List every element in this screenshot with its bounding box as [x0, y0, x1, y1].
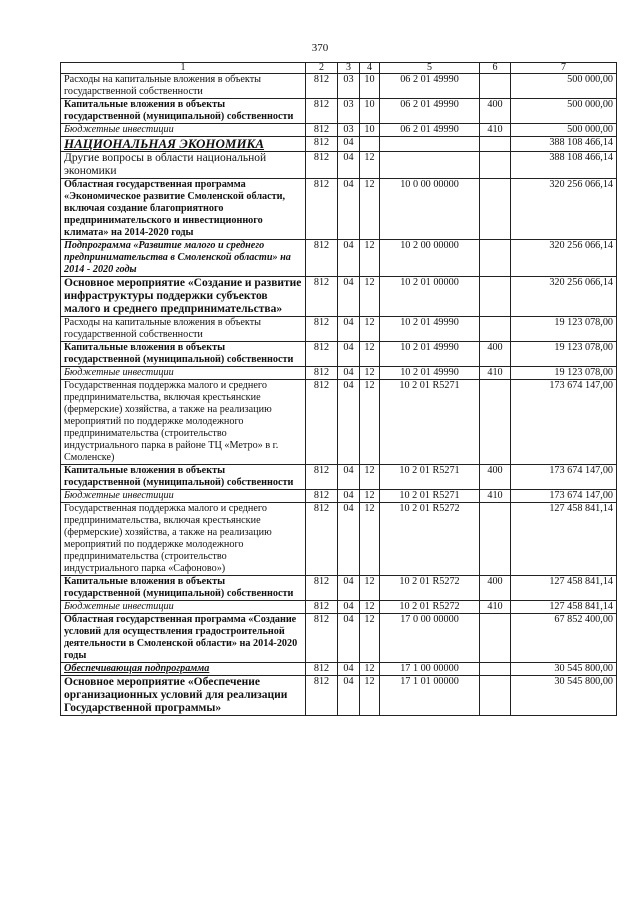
- row-name-cell: Основное мероприятие «Обеспечение организационных условий для реализации Государственной программы»: [61, 676, 306, 716]
- table-row: [61, 124, 617, 137]
- row-name-cell: Государственная поддержка малого и среднего предпринимательства, включая крестьянские (фермерские) хозяйства, а также на реализацию мероприятий по поддержке молодежного предпринимательства (строительство индустриального парка «Сафоново»): [61, 503, 306, 576]
- table-row: [61, 240, 617, 277]
- section-code-cell: 04: [338, 179, 360, 240]
- subsection-code-cell: 12: [360, 367, 380, 380]
- target-article-cell: 06 2 01 49990: [380, 99, 480, 124]
- section-code-cell: 04: [338, 380, 360, 465]
- ministry-code-cell: 812: [306, 99, 338, 124]
- amount-cell: 19 123 078,00: [511, 367, 617, 380]
- section-code-cell: 04: [338, 503, 360, 576]
- subsection-code-cell: 12: [360, 277, 380, 317]
- expense-type-cell: [480, 240, 511, 277]
- section-code-cell: 04: [338, 152, 360, 179]
- table-row: [61, 380, 617, 465]
- row-name-cell: Расходы на капитальные вложения в объекты государственной собственности: [61, 74, 306, 99]
- target-article-cell: 10 2 01 R5271: [380, 380, 480, 465]
- expense-type-cell: 400: [480, 99, 511, 124]
- subsection-code-cell: [360, 137, 380, 152]
- amount-cell: 67 852 400,00: [511, 614, 617, 663]
- section-code-cell: 04: [338, 342, 360, 367]
- table-row: [61, 676, 617, 716]
- target-article-cell: 10 2 01 R5272: [380, 576, 480, 601]
- section-code-cell: 03: [338, 99, 360, 124]
- row-name-cell: Капитальные вложения в объекты государственной (муниципальной) собственности: [61, 576, 306, 601]
- section-code-cell: 04: [338, 614, 360, 663]
- target-article-cell: 06 2 01 49990: [380, 124, 480, 137]
- target-article-cell: 17 1 00 00000: [380, 663, 480, 676]
- subsection-code-cell: 12: [360, 663, 380, 676]
- ministry-code-cell: 812: [306, 137, 338, 152]
- amount-cell: 173 674 147,00: [511, 465, 617, 490]
- section-code-cell: 04: [338, 676, 360, 716]
- amount-cell: 173 674 147,00: [511, 380, 617, 465]
- row-name-cell: Расходы на капитальные вложения в объекты государственной собственности: [61, 317, 306, 342]
- expense-type-cell: [480, 503, 511, 576]
- target-article-cell: 10 2 01 49990: [380, 317, 480, 342]
- table-row: [61, 576, 617, 601]
- expense-type-cell: 410: [480, 490, 511, 503]
- column-header: 7: [511, 63, 617, 74]
- ministry-code-cell: 812: [306, 601, 338, 614]
- table-body: [61, 74, 617, 716]
- column-header: 3: [338, 63, 360, 74]
- row-name-cell: Подпрограмма «Развитие малого и среднего предпринимательства в Смоленской области» на 2014 - 2020 годы: [61, 240, 306, 277]
- section-code-cell: 04: [338, 576, 360, 601]
- target-article-cell: 17 1 01 00000: [380, 676, 480, 716]
- expense-type-cell: [480, 277, 511, 317]
- ministry-code-cell: 812: [306, 74, 338, 99]
- section-code-cell: 04: [338, 367, 360, 380]
- row-name-cell: НАЦИОНАЛЬНАЯ ЭКОНОМИКА: [61, 137, 306, 152]
- page-number: 370: [311, 42, 329, 54]
- subsection-code-cell: 12: [360, 179, 380, 240]
- expense-type-cell: [480, 663, 511, 676]
- row-name-cell: Капитальные вложения в объекты государственной (муниципальной) собственности: [61, 99, 306, 124]
- amount-cell: 19 123 078,00: [511, 317, 617, 342]
- target-article-cell: 10 2 01 49990: [380, 342, 480, 367]
- expense-type-cell: [480, 614, 511, 663]
- row-name-cell: Бюджетные инвестиции: [61, 601, 306, 614]
- expense-type-cell: [480, 152, 511, 179]
- amount-cell: 173 674 147,00: [511, 490, 617, 503]
- ministry-code-cell: 812: [306, 367, 338, 380]
- ministry-code-cell: 812: [306, 277, 338, 317]
- expense-type-cell: 400: [480, 465, 511, 490]
- column-header: 1: [61, 63, 306, 74]
- target-article-cell: 10 2 01 R5272: [380, 503, 480, 576]
- amount-cell: 320 256 066,14: [511, 179, 617, 240]
- ministry-code-cell: 812: [306, 124, 338, 137]
- ministry-code-cell: 812: [306, 503, 338, 576]
- ministry-code-cell: 812: [306, 152, 338, 179]
- subsection-code-cell: 12: [360, 503, 380, 576]
- table-row: [61, 317, 617, 342]
- subsection-code-cell: 12: [360, 576, 380, 601]
- table-row: [61, 465, 617, 490]
- amount-cell: 30 545 800,00: [511, 663, 617, 676]
- ministry-code-cell: 812: [306, 676, 338, 716]
- row-name-cell: Областная государственная программа «Создание условий для осуществления градостроительной деятельности в Смоленской области» на 2014-2020 годы: [61, 614, 306, 663]
- subsection-code-cell: 12: [360, 614, 380, 663]
- subsection-code-cell: 12: [360, 380, 380, 465]
- table-row: [61, 614, 617, 663]
- amount-cell: 19 123 078,00: [511, 342, 617, 367]
- table-row: [61, 277, 617, 317]
- column-header: 2: [306, 63, 338, 74]
- target-article-cell: 17 0 00 00000: [380, 614, 480, 663]
- table-row: [61, 179, 617, 240]
- row-name-cell: Другие вопросы в области национальной экономики: [61, 152, 306, 179]
- ministry-code-cell: 812: [306, 317, 338, 342]
- target-article-cell: 10 2 01 49990: [380, 367, 480, 380]
- row-name-cell: Бюджетные инвестиции: [61, 490, 306, 503]
- ministry-code-cell: 812: [306, 240, 338, 277]
- table-row: [61, 663, 617, 676]
- section-code-cell: 04: [338, 465, 360, 490]
- table-header-row: [61, 63, 617, 74]
- target-article-cell: 10 2 01 R5271: [380, 465, 480, 490]
- subsection-code-cell: 10: [360, 124, 380, 137]
- section-code-cell: 03: [338, 74, 360, 99]
- expense-type-cell: [480, 676, 511, 716]
- ministry-code-cell: 812: [306, 576, 338, 601]
- expense-type-cell: [480, 74, 511, 99]
- subsection-code-cell: 10: [360, 74, 380, 99]
- amount-cell: 127 458 841,14: [511, 601, 617, 614]
- subsection-code-cell: 12: [360, 317, 380, 342]
- ministry-code-cell: 812: [306, 614, 338, 663]
- section-code-cell: 03: [338, 124, 360, 137]
- table-row: [61, 342, 617, 367]
- column-header: 5: [380, 63, 480, 74]
- row-name-cell: Капитальные вложения в объекты государственной (муниципальной) собственности: [61, 342, 306, 367]
- budget-table: [60, 62, 617, 716]
- table-row: [61, 152, 617, 179]
- section-code-cell: 04: [338, 663, 360, 676]
- subsection-code-cell: 12: [360, 465, 380, 490]
- expense-type-cell: [480, 380, 511, 465]
- ministry-code-cell: 812: [306, 663, 338, 676]
- subsection-code-cell: 12: [360, 240, 380, 277]
- amount-cell: 127 458 841,14: [511, 503, 617, 576]
- ministry-code-cell: 812: [306, 490, 338, 503]
- expense-type-cell: 410: [480, 601, 511, 614]
- target-article-cell: [380, 152, 480, 179]
- ministry-code-cell: 812: [306, 342, 338, 367]
- table-row: [61, 601, 617, 614]
- subsection-code-cell: 12: [360, 676, 380, 716]
- amount-cell: 500 000,00: [511, 124, 617, 137]
- table-row: [61, 367, 617, 380]
- subsection-code-cell: 12: [360, 601, 380, 614]
- expense-type-cell: 410: [480, 367, 511, 380]
- table-row: [61, 503, 617, 576]
- target-article-cell: 10 2 01 R5271: [380, 490, 480, 503]
- expense-type-cell: [480, 179, 511, 240]
- ministry-code-cell: 812: [306, 465, 338, 490]
- amount-cell: 500 000,00: [511, 99, 617, 124]
- section-code-cell: 04: [338, 137, 360, 152]
- amount-cell: 320 256 066,14: [511, 240, 617, 277]
- target-article-cell: 10 2 01 R5272: [380, 601, 480, 614]
- section-code-cell: 04: [338, 317, 360, 342]
- amount-cell: 388 108 466,14: [511, 137, 617, 152]
- amount-cell: 320 256 066,14: [511, 277, 617, 317]
- subsection-code-cell: 12: [360, 342, 380, 367]
- row-name-cell: Обеспечивающая подпрограмма: [61, 663, 306, 676]
- section-code-cell: 04: [338, 601, 360, 614]
- ministry-code-cell: 812: [306, 179, 338, 240]
- expense-type-cell: [480, 137, 511, 152]
- target-article-cell: 10 0 00 00000: [380, 179, 480, 240]
- amount-cell: 388 108 466,14: [511, 152, 617, 179]
- section-code-cell: 04: [338, 277, 360, 317]
- subsection-code-cell: 12: [360, 152, 380, 179]
- amount-cell: 500 000,00: [511, 74, 617, 99]
- expense-type-cell: 400: [480, 576, 511, 601]
- row-name-cell: Капитальные вложения в объекты государственной (муниципальной) собственности: [61, 465, 306, 490]
- table-row: [61, 99, 617, 124]
- row-name-cell: Областная государственная программа «Экономическое развитие Смоленской области, включая создание благоприятного предпринимательского и инвестиционного климата» на 2014-2020 годы: [61, 179, 306, 240]
- row-name-cell: Государственная поддержка малого и среднего предпринимательства, включая крестьянские (фермерские) хозяйства, а также на реализацию мероприятий по поддержке молодежного предпринимательства (строительство индустриального парка в районе ТЦ «Метро» в г. Смоленске): [61, 380, 306, 465]
- subsection-code-cell: 12: [360, 490, 380, 503]
- expense-type-cell: 410: [480, 124, 511, 137]
- amount-cell: 127 458 841,14: [511, 576, 617, 601]
- section-code-cell: 04: [338, 240, 360, 277]
- ministry-code-cell: 812: [306, 380, 338, 465]
- table-row: [61, 137, 617, 152]
- expense-type-cell: [480, 317, 511, 342]
- target-article-cell: 10 2 01 00000: [380, 277, 480, 317]
- section-code-cell: 04: [338, 490, 360, 503]
- amount-cell: 30 545 800,00: [511, 676, 617, 716]
- expense-type-cell: 400: [480, 342, 511, 367]
- row-name-cell: Бюджетные инвестиции: [61, 124, 306, 137]
- row-name-cell: Основное мероприятие «Создание и развитие инфраструктуры поддержки субъектов малого и среднего предпринимательства»: [61, 277, 306, 317]
- table-row: [61, 490, 617, 503]
- column-header: 4: [360, 63, 380, 74]
- target-article-cell: 06 2 01 49990: [380, 74, 480, 99]
- table-row: [61, 74, 617, 99]
- target-article-cell: 10 2 00 00000: [380, 240, 480, 277]
- row-name-cell: Бюджетные инвестиции: [61, 367, 306, 380]
- subsection-code-cell: 10: [360, 99, 380, 124]
- target-article-cell: [380, 137, 480, 152]
- column-header: 6: [480, 63, 511, 74]
